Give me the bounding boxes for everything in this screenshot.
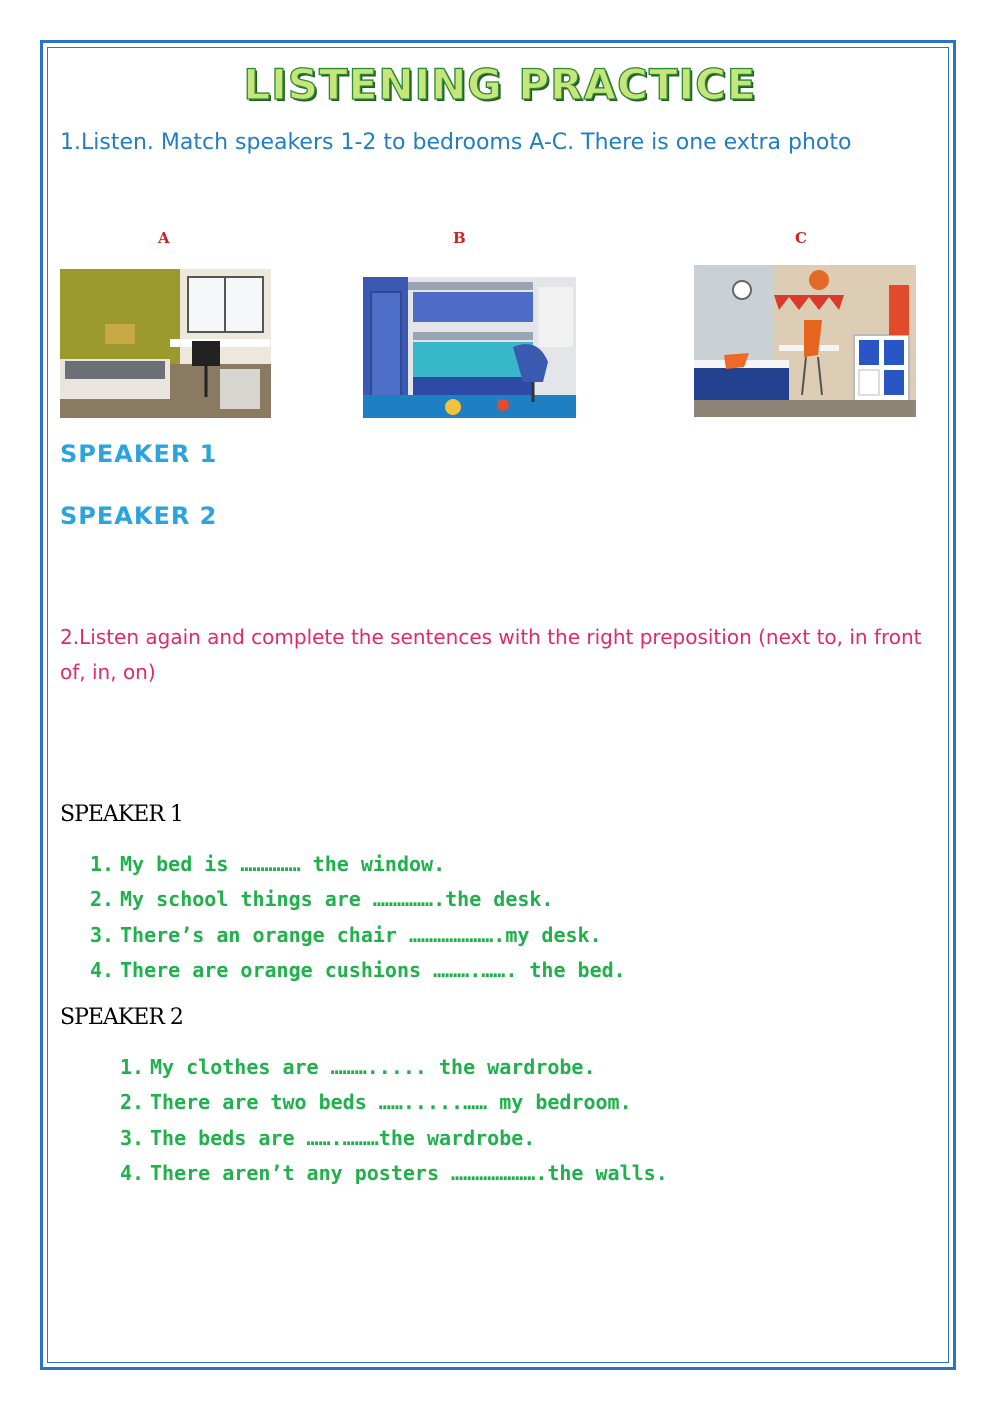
speaker-2-heading: SPEAKER 2 [60, 502, 218, 530]
photo-label-c: C [795, 229, 807, 247]
bedroom-photo-a [60, 269, 271, 418]
sentence-item: 1. My clothes are ………..... the wardrobe. [120, 1055, 596, 1079]
speaker-1-sentence-list [90, 847, 626, 988]
sentence-item: 4. There aren’t any posters ………………….the walls. [120, 1160, 668, 1185]
speaker-1-label: SPEAKER 1 [60, 802, 183, 827]
speaker-2-sentence-list [120, 1050, 668, 1191]
speaker-1-heading: SPEAKER 1 [60, 440, 218, 468]
photo-label-b: B [453, 229, 466, 247]
photo-label-a: A [158, 229, 170, 247]
bedroom-photo-b [363, 277, 576, 418]
exercise2-instruction: 2.Listen again and complete the sentences with the right preposition (next to, in front of, in, on) [60, 625, 922, 684]
bedroom-photo-c [694, 265, 916, 417]
sentence-item: 3. There’s an orange chair ………………….my desk. [90, 922, 602, 947]
exercise1-instruction: 1.Listen. Match speakers 1-2 to bedrooms A-C. There is one extra photo [60, 130, 852, 155]
sentence-item: 2. My school things are …………….the desk. [90, 887, 554, 912]
page-title: LISTENING PRACTICE [243, 60, 757, 109]
sentence-item: 1. My bed is …………… the window. [90, 852, 446, 876]
speaker-2-label: SPEAKER 2 [60, 1005, 183, 1030]
sentence-item: 3. The beds are …….………the wardrobe. [120, 1125, 536, 1150]
sentence-item: 4. There are orange cushions ……….……. the bed. [90, 957, 626, 982]
sentence-item: 2. There are two beds …….....…… my bedroom. [120, 1090, 632, 1115]
